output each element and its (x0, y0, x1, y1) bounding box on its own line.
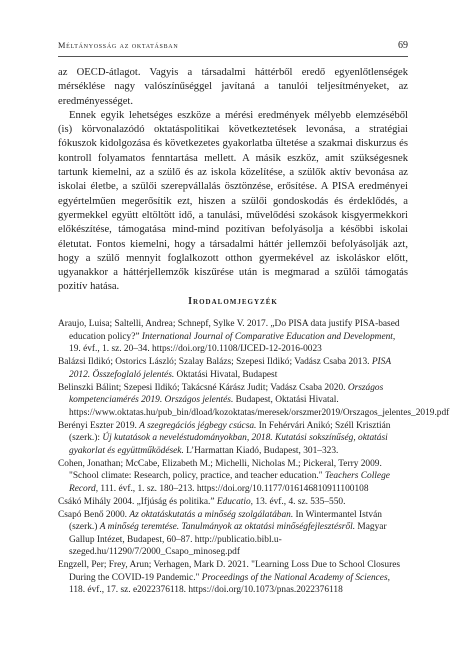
paragraph: Ennek egyik lehetséges eszköze a mérési eredmények mélyebb elemzéséből (is) körvonalazódó oktatáspolitikai következtetések levonása, a stratégiai fókuszok kidolgozása és következetes gyakorlatba ültetése a szakmai diskurzus és kontroll folyamatos fenntartása mellett. A másik eszköz, amit szükségesnek tartunk kiemelni, az a szülő és az iskola közelítése, a szülők aktív bevonása az iskolai életbe, a szülői szerepvállalás ösztönzése, erősítése. A PISA eredményei egyértelműen megerősítik ezt, hiszen a szülői gondoskodás és érdeklődés, a gyermekkel együtt eltöltött idő, a tanulási, művelődési szokások kisgyermekkori előkészítése, támogatása mind-mind pozitívan befolyásolja a későbbi iskolai életutat. Fontos kiemelni, hogy a társadalmi háttér jellemzői befolyásolják azt, hogy a szülő mennyit foglalkozott otthon gyermekével az iskoláskor előtt, ugyanakkor a háttérjellemzők kiszűrése után is megmarad a szülői támogatás pozitív hatása. (58, 109, 408, 293)
body-text (58, 66, 408, 295)
reference-item: Engzell, Per; Frey, Arun; Verhagen, Mark D. 2021. "Learning Loss Due to School Closures During the COVID-19 Pandemic." Proceedings of the National Academy of Sciences, 118. évf., 17. sz. e2022376118. https://doi.org/10.1073/pnas.2022376118 (58, 560, 401, 595)
reference-item: Araujo, Luisa; Saltelli, Andrea; Schnepf, Sylke V. 2017. „Do PISA data justify PISA-based education policy?” International Journal of Comparative Education and Development, 19. évf., 1. sz. 20–34. https://doi.org/10.1108/IJCED-12-2016-0023 (58, 319, 400, 354)
paragraph: az OECD-átlagot. Vagyis a társadalmi háttérből eredő egyenlőtlenségek mérséklése nagy valószínűséggel javítaná a tanulói teljesítményeket, az eredményességet. (58, 67, 408, 107)
running-head: Méltányosság az oktatásban (58, 41, 179, 50)
reference-item: Berényi Eszter 2019. A szegregációs jégbegy csúcsa. In Fehérvári Anikó; Széll Krisztián (szerk.): Új kutatások a neveléstudományokban, 2018. Kutatási sokszínűség, oktatási gyakorlat és együttműködések. L’Harmattan Kiadó, Budapest, 301–323. (58, 420, 391, 456)
references-list (58, 318, 450, 597)
page-number: 69 (398, 40, 408, 51)
reference-item: Balázsi Ildikó; Ostorics László; Szalay Balázs; Szepesi Ildikó; Vadász Csaba 2013. PISA 2012. Összefoglaló jelentés. Oktatási Hivatal, Budapest (58, 357, 391, 380)
reference-item: Csákó Mihály 2004. „Ifjúság és politika.” Educatio, 13. évf., 4. sz. 535–550. (58, 496, 346, 507)
reference-item: Belinszki Bálint; Szepesi Ildikó; Takácsné Kárász Judit; Vadász Csaba 2020. Országos kompetenciamérés 2019. Országos jelentés. Budapest, Oktatási Hivatal. https://www.oktatas.hu/pub_bin/dload/kozoktatas/meresek/orszmer2019/Orszagos_jelentes_2019.pdf (58, 382, 450, 418)
page-header (58, 40, 408, 51)
reference-item: Cohen, Jonathan; McCabe, Elizabeth M.; Michelli, Nicholas M.; Pickeral, Terry 2009. "School climate: Research, policy, practice, and teacher education." Teachers College Record, 111. évf., 1. sz. 180–213. https://doi.org/10.1177/016146810911100108 (58, 458, 390, 494)
reference-item: Csapó Benő 2000. Az oktatáskutatás a minőség szolgálatában. In Wintermantel István (szerk.) A minőség teremtése. Tanulmányok az oktatási minőségfejlesztésről. Magyar Gallup Intézet, Budapest, 60–87. http://publicatio.bibl.u-szeged.hu/11290/7/2000_Csapo_minoseg.pdf (58, 509, 387, 557)
header-rule (58, 56, 408, 57)
references-heading: Irodalomjegyzék (188, 296, 278, 307)
